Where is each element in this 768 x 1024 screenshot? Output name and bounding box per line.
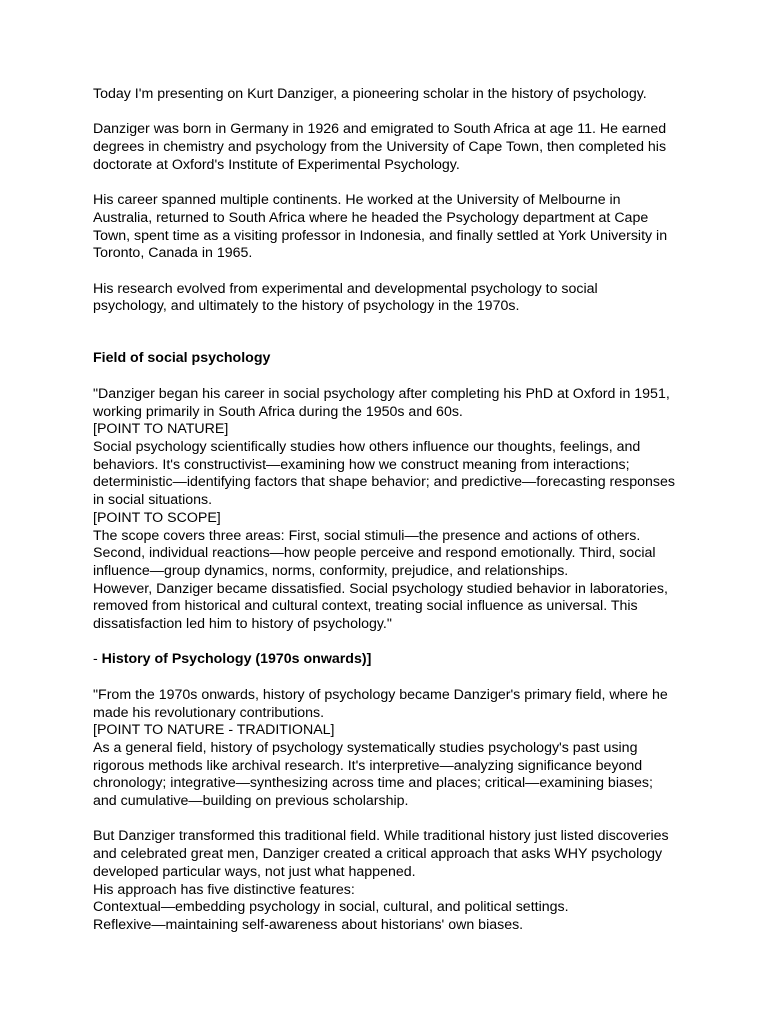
history-heading-text: History of Psychology (1970s onwards)] (101, 651, 372, 668)
intro-paragraph-4: His research evolved from experimental and developmental psychology to social psychology, and ultimately to the history of psychology in the 1970s. (93, 280, 598, 315)
spacer (93, 368, 693, 386)
intro-paragraph-2: Danziger was born in Germany in 1926 and emigrated to South Africa at age 11. He earned degrees in chemistry and psychology from the University of Cape Town, then completed his doctorate at Oxford's Institute of Experimental Psychology. (93, 121, 667, 173)
spacer (93, 316, 693, 350)
spacer (93, 175, 693, 193)
document-page (93, 86, 693, 935)
social-paragraph-3: The scope covers three areas: First, social stimuli—the presence and actions of others. Second, individual reactions—how people perceive and respond emotionally. Third, social influence—group dynamics, norms, conformity, prejudice, and relationships. (93, 527, 656, 579)
social-paragraph-1: "Danziger began his career in social psychology after completing his PhD at Oxford in 1951, working primarily in South Africa during the 1950s and 60s. (93, 385, 670, 420)
history-heading-prefix: - (93, 651, 102, 668)
history-paragraph-4: His approach has five distinctive features: (93, 881, 355, 898)
social-stage-cue-nature: [POINT TO NATURE] (93, 421, 229, 438)
history-feature-reflexive: Reflexive—maintaining self-awareness about historians' own biases. (93, 916, 524, 933)
history-paragraph-1: "From the 1970s onwards, history of psychology became Danziger's primary field, where he made his revolutionary contributions. (93, 686, 668, 721)
spacer (93, 669, 693, 687)
social-stage-cue-scope: [POINT TO SCOPE] (93, 509, 221, 526)
spacer (93, 811, 693, 829)
spacer (93, 104, 693, 122)
spacer (93, 263, 693, 281)
intro-paragraph-1: Today I'm presenting on Kurt Danziger, a pioneering scholar in the history of psychology. (93, 86, 647, 102)
history-feature-contextual: Contextual—embedding psychology in social, cultural, and political settings. (93, 899, 569, 916)
social-paragraph-2: Social psychology scientifically studies how others influence our thoughts, feelings, and behaviors. It's constructivist—examining how we construct meaning from interactions; deterministic—identifying factors that shape behavior; and predictive—forecasting responses in social situations. (93, 438, 675, 509)
spacer (93, 634, 693, 652)
history-paragraph-2: As a general field, history of psychology systematically studies psychology's past using rigorous methods like archival research. It's interpretive—analyzing significance beyond chronology; integrative—synthesizing across time and places; critical—examining biases; and cumulative—building on previous scholarship. (93, 739, 653, 810)
social-psychology-heading: Field of social psychology (93, 350, 271, 367)
intro-paragraph-3: His career spanned multiple continents. He worked at the University of Melbourne in Australia, returned to South Africa where he headed the Psychology department at Cape Town, spent time as a visiting professor in Indonesia, and finally settled at York University in Toronto, Canada in 1965. (93, 192, 668, 262)
history-heading (93, 651, 693, 669)
social-paragraph-4: However, Danziger became dissatisfied. Social psychology studied behavior in laboratories, removed from historical and cultural context, treating social influence as universal. This dissatisfaction led him to history of psychology." (93, 580, 668, 633)
history-stage-cue-nature: [POINT TO NATURE - TRADITIONAL] (93, 722, 335, 739)
history-paragraph-3: But Danziger transformed this traditional field. While traditional history just listed discoveries and celebrated great men, Danziger created a critical approach that asks WHY psychology developed particular ways, not just what happened. (93, 828, 669, 880)
